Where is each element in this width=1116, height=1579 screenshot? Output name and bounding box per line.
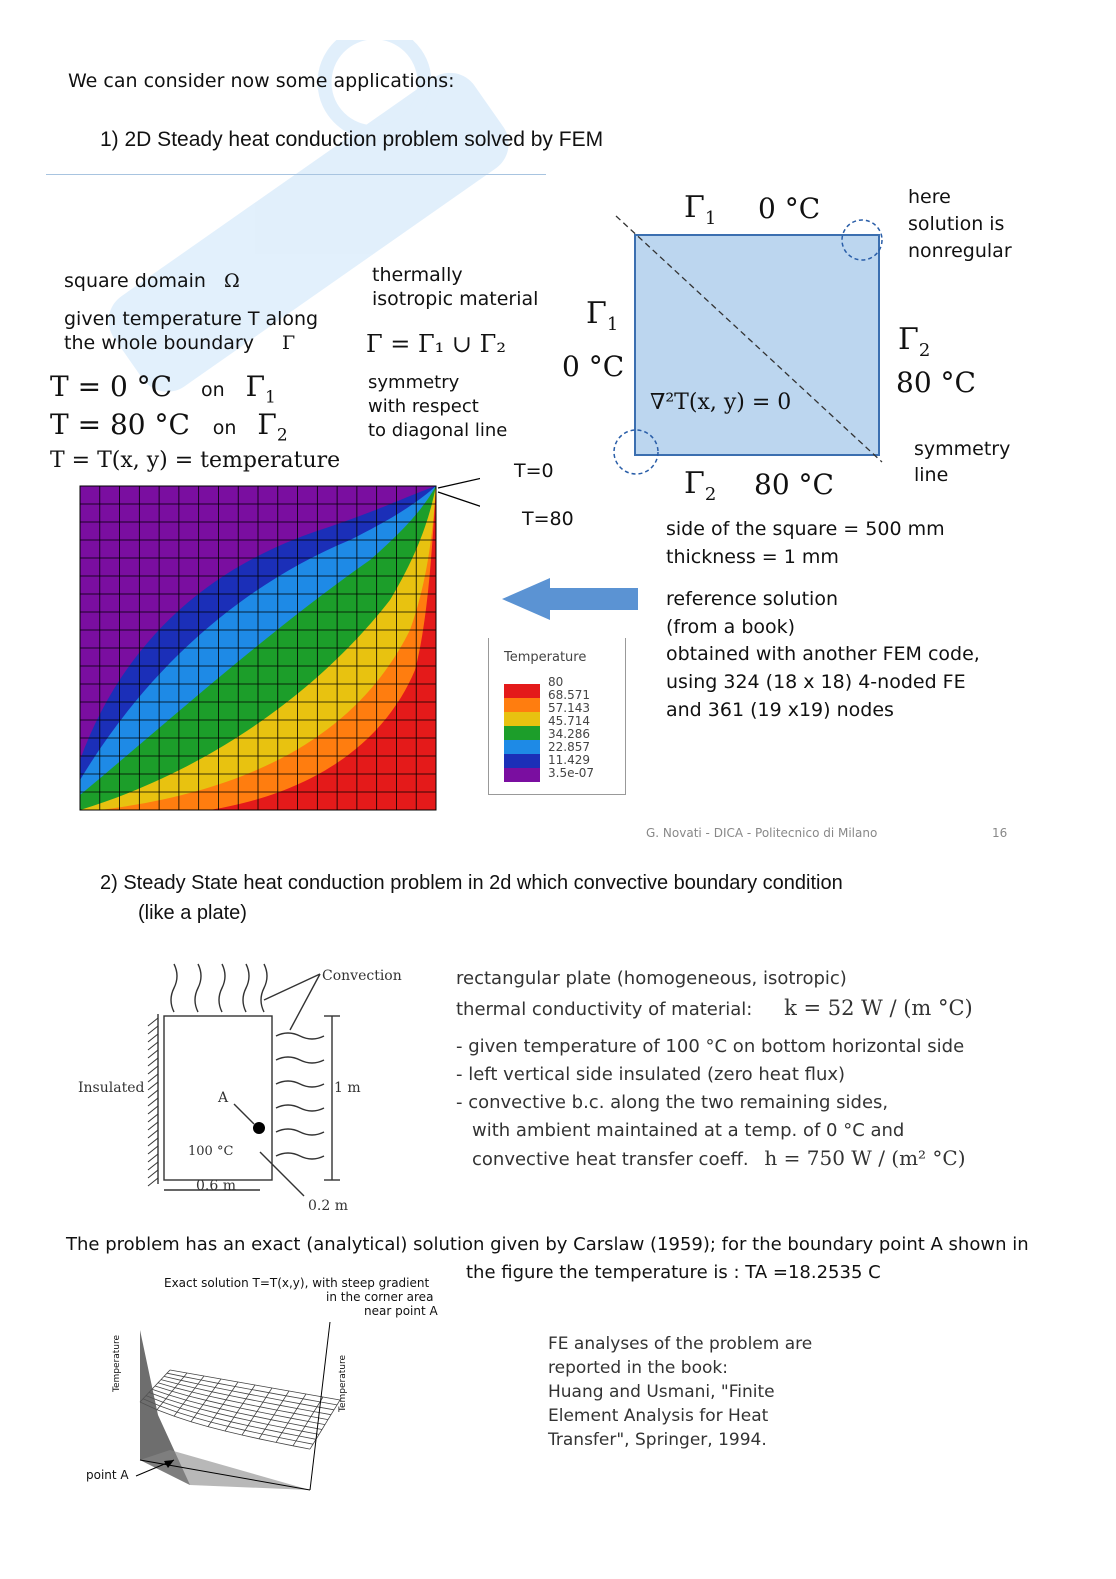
info-line1: side of the square = 500 mm bbox=[666, 518, 945, 540]
legend-swatch bbox=[504, 754, 540, 768]
width-label: 0.6 m bbox=[196, 1178, 236, 1194]
note-line3: nonregular bbox=[908, 240, 1012, 262]
hatch-mark bbox=[148, 1090, 158, 1098]
legend-swatch bbox=[504, 712, 540, 726]
boundary-line1: given temperature T along bbox=[64, 308, 319, 330]
note-line2: solution is bbox=[908, 213, 1005, 235]
hatch-mark bbox=[148, 1178, 158, 1186]
point-a-label: A bbox=[218, 1090, 229, 1106]
height-label: 1 m bbox=[334, 1080, 361, 1096]
legend-swatch bbox=[504, 740, 540, 754]
info-line5: obtained with another FEM code, bbox=[666, 643, 980, 665]
eq1-gamma: Γ bbox=[245, 370, 265, 403]
bottom-temp: 80 °C bbox=[754, 468, 834, 501]
mid-line3: symmetry bbox=[368, 372, 460, 393]
gamma-symbol: Γ bbox=[282, 332, 296, 354]
legend-value: 3.5e-07 bbox=[548, 766, 595, 780]
plot-axis-right: Temperature bbox=[338, 1354, 348, 1412]
info-line3: reference solution bbox=[666, 588, 839, 610]
legend-value: 57.143 bbox=[548, 701, 590, 715]
legend-value: 34.286 bbox=[548, 727, 590, 741]
boundary-line2: the whole boundary bbox=[64, 332, 254, 354]
eq2-sub: 2 bbox=[276, 425, 288, 446]
htc-value: h = 750 W / (m² °C) bbox=[764, 1146, 966, 1170]
slide-page-number: 16 bbox=[992, 826, 1008, 840]
desc-line6: with ambient maintained at a temp. of 0 °C and bbox=[472, 1120, 905, 1141]
symmetry-diagonal bbox=[600, 200, 900, 490]
symmetry-label2: line bbox=[914, 464, 949, 486]
mid-line5: to diagonal line bbox=[368, 420, 508, 441]
legend-value: 11.429 bbox=[548, 753, 590, 767]
top-gamma-sub: 1 bbox=[704, 208, 717, 229]
ref-line3: Huang and Usmani, "Finite bbox=[548, 1382, 775, 1402]
hatch-mark bbox=[148, 1026, 158, 1034]
section1-heading: 1) 2D Steady heat conduction problem solved by FEM bbox=[100, 128, 604, 151]
top-gamma: Γ bbox=[684, 190, 705, 225]
left-gamma: Γ bbox=[586, 296, 607, 331]
exact-line2: the figure the temperature is : TA =18.2535 C bbox=[466, 1262, 881, 1283]
hatch-mark bbox=[148, 1170, 158, 1178]
hatch-mark bbox=[148, 1162, 158, 1170]
left-arrow bbox=[502, 578, 642, 620]
slide-footer: G. Novati - DICA - Politecnico di Milano bbox=[646, 826, 878, 840]
legend-title: Temperature bbox=[504, 650, 587, 665]
legend-value: 68.571 bbox=[548, 688, 590, 702]
desc-line2: thermal conductivity of material: bbox=[456, 999, 753, 1020]
desc-line3: - given temperature of 100 °C on bottom horizontal side bbox=[456, 1036, 965, 1057]
legend-value: 45.714 bbox=[548, 714, 590, 728]
eq1-on: on bbox=[200, 379, 225, 401]
info-line2: thickness = 1 mm bbox=[666, 546, 839, 568]
ref-line5: Transfer", Springer, 1994. bbox=[548, 1430, 767, 1450]
point-a-caption: point A bbox=[86, 1468, 129, 1482]
hatch-mark bbox=[148, 1082, 158, 1090]
info-line4: (from a book) bbox=[666, 616, 796, 638]
hatch-mark bbox=[148, 1106, 158, 1114]
hatch-mark bbox=[148, 1130, 158, 1138]
t80-label: T=80 bbox=[522, 508, 574, 530]
eq3: T = T(x, y) = temperature bbox=[50, 448, 341, 473]
domain-label: square domain bbox=[64, 270, 206, 292]
note-line1: here bbox=[908, 186, 951, 208]
top-temp: 0 °C bbox=[758, 192, 821, 225]
hatch-mark bbox=[148, 1018, 158, 1026]
desc-line5: - convective b.c. along the two remaining sides, bbox=[456, 1092, 889, 1113]
exact-line1: The problem has an exact (analytical) solution given by Carslaw (1959); for the boundary point A shown in bbox=[66, 1234, 1029, 1255]
left-gamma-sub: 1 bbox=[606, 314, 619, 335]
legend-value: 22.857 bbox=[548, 740, 590, 754]
desc-line7: convective heat transfer coeff. bbox=[472, 1149, 749, 1170]
hatch-mark bbox=[148, 1098, 158, 1106]
temp-label: 100 °C bbox=[188, 1144, 234, 1159]
eq1-sub: 1 bbox=[265, 387, 276, 408]
hatch-mark bbox=[148, 1074, 158, 1082]
bottom-gamma: Γ bbox=[684, 466, 705, 501]
right-gamma: Γ bbox=[898, 322, 919, 357]
hatch-mark bbox=[148, 1154, 158, 1162]
info-line6: using 324 (18 x 18) 4-noded FE bbox=[666, 671, 966, 693]
legend-swatches bbox=[504, 684, 540, 782]
convection-label: Convection bbox=[322, 968, 402, 984]
hatch-mark bbox=[148, 1138, 158, 1146]
omega-symbol: Ω bbox=[223, 270, 240, 292]
surface-plot bbox=[110, 1310, 370, 1510]
desc-line1: rectangular plate (homogeneous, isotropic) bbox=[456, 968, 847, 989]
mid-line2: isotropic material bbox=[372, 288, 539, 310]
offset-label: 0.2 m bbox=[308, 1198, 348, 1214]
hatch-mark bbox=[148, 1058, 158, 1066]
ref-line1: FE analyses of the problem are bbox=[548, 1334, 813, 1354]
legend-swatch bbox=[504, 698, 540, 712]
legend-value: 80 bbox=[548, 675, 564, 689]
t0-label: T=0 bbox=[514, 460, 554, 482]
legend-swatch bbox=[504, 768, 540, 782]
union-eq: Γ = Γ₁ ∪ Γ₂ bbox=[366, 330, 506, 358]
ref-line2: reported in the book: bbox=[548, 1358, 728, 1378]
hatch-mark bbox=[148, 1114, 158, 1122]
plot-axis-left: Temperature bbox=[112, 1334, 122, 1392]
section2-heading2: (like a plate) bbox=[138, 902, 247, 924]
plot-caption2: in the corner area bbox=[326, 1290, 434, 1304]
contour-plot bbox=[60, 470, 480, 830]
left-temp: 0 °C bbox=[562, 350, 625, 383]
ref-line4: Element Analysis for Heat bbox=[548, 1406, 769, 1426]
hatch-mark bbox=[148, 1066, 158, 1074]
legend-swatch bbox=[504, 726, 540, 740]
hatch-mark bbox=[148, 1122, 158, 1130]
plot-caption3: near point A bbox=[364, 1304, 438, 1318]
plot-caption1: Exact solution T=T(x,y), with steep gradient bbox=[164, 1276, 430, 1290]
conductivity-value: k = 52 W / (m °C) bbox=[784, 996, 973, 1020]
eq2-gamma: Γ bbox=[257, 408, 277, 441]
symmetry-label1: symmetry bbox=[914, 438, 1011, 460]
desc-line4: - left vertical side insulated (zero heat flux) bbox=[456, 1064, 846, 1085]
bottom-gamma-sub: 2 bbox=[704, 484, 717, 505]
point-a-arrow bbox=[134, 1456, 184, 1480]
legend-swatch bbox=[504, 684, 540, 698]
legend-values bbox=[548, 676, 594, 780]
hatch-mark bbox=[148, 1034, 158, 1042]
right-gamma-sub: 2 bbox=[918, 340, 931, 361]
eq1-lhs: T = 0 °C bbox=[50, 370, 173, 403]
separator-line bbox=[46, 174, 546, 175]
eq2-on: on bbox=[212, 417, 237, 439]
hatch-mark bbox=[148, 1042, 158, 1050]
intro-text: We can consider now some applications: bbox=[68, 70, 455, 92]
eq2-lhs: T = 80 °C bbox=[50, 408, 190, 441]
info-line7: and 361 (19 x19) nodes bbox=[666, 699, 894, 721]
mid-line1: thermally bbox=[372, 264, 463, 286]
mid-line4: with respect bbox=[368, 396, 479, 417]
hatch-mark bbox=[148, 1146, 158, 1154]
right-temp: 80 °C bbox=[896, 366, 976, 399]
laplace-equation: ∇²T(x, y) = 0 bbox=[650, 390, 792, 415]
hatch-mark bbox=[148, 1050, 158, 1058]
insulated-label: Insulated bbox=[78, 1080, 145, 1096]
section2-heading1: 2) Steady State heat conduction problem in 2d which convective boundary condition bbox=[100, 872, 843, 894]
